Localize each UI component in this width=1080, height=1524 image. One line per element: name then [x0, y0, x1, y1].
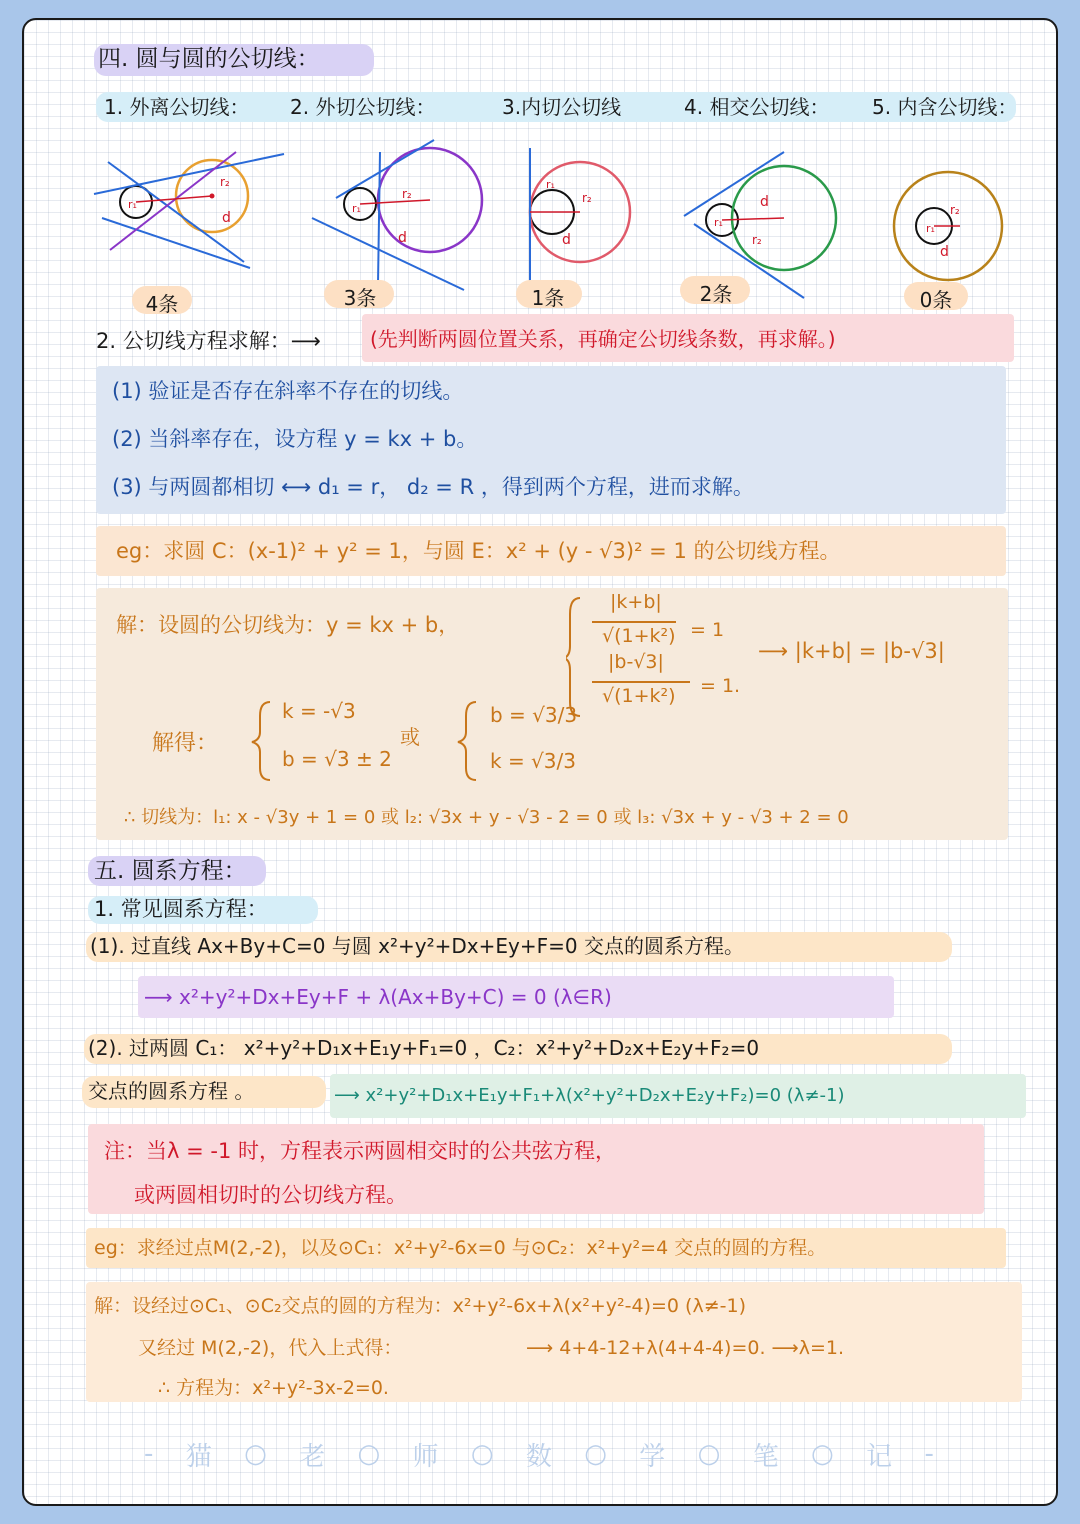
svg-text:r₁: r₁ [352, 202, 361, 215]
svg-text:d: d [760, 194, 769, 210]
svg-text:d: d [398, 230, 407, 246]
section4-title: 四. 圆与圆的公切线： [98, 46, 320, 72]
method-note: (先判断两圆位置关系，再确定公切线条数，再求解。) [370, 327, 836, 351]
svg-text:r₂: r₂ [752, 233, 762, 247]
sol-b2: k = √3/3 [490, 749, 576, 773]
section5-sub: 1. 常见圆系方程： [94, 897, 268, 921]
sys1-den: √(1+k²) [602, 625, 676, 647]
svg-text:d: d [940, 244, 949, 260]
brace-b [454, 698, 484, 784]
item2b: 交点的圆系方程 。 [88, 1079, 255, 1103]
diagram-tangent-internal [530, 148, 630, 282]
sol-b1: b = √3/3 [490, 703, 578, 727]
svg-text:r₁: r₁ [926, 222, 935, 235]
sol-a2: b = √3 ± 2 [282, 747, 392, 771]
svg-text:d: d [222, 210, 231, 226]
footer-char: 师 [412, 1441, 439, 1472]
example2-line1: 解：设经过⊙C₁、⊙C₂交点的圆的方程为：x²+y²-6x+λ(x²+y²-4)=0 (λ≠-1) [94, 1295, 746, 1317]
note-line1: 注：当λ = -1 时，方程表示两圆相交时的公共弦方程， [104, 1139, 616, 1163]
svg-text:r₂: r₂ [582, 191, 592, 205]
svg-text:r₁: r₁ [714, 216, 723, 229]
example1-sol-intro: 解：设圆的公切线为：y = kx + b， [116, 613, 460, 637]
svg-text:d: d [562, 232, 571, 248]
notebook-page [22, 18, 1058, 1506]
sol-a1: k = -√3 [282, 699, 356, 723]
count-5: 0条 [919, 288, 953, 312]
brace-a [248, 698, 278, 784]
example2-line2: 又经过 M(2,-2)，代入上式得： [138, 1337, 403, 1359]
footer-char: 学 [639, 1441, 666, 1472]
item2: (2). 过两圆 C₁： x²+y²+D₁x+E₁y+F₁=0 ，C₂：x²+y²+D₂x+E₂y+F₂=0 [88, 1036, 760, 1060]
count-3: 1条 [531, 286, 565, 310]
diagram-contained [894, 172, 1002, 280]
example1-question: eg：求圆 C：(x-1)² + y² = 1，与圆 E：x² + (y - √3)² = 1 的公切线方程。 [116, 539, 841, 563]
svg-text:r₂: r₂ [220, 175, 230, 189]
sys2-den: √(1+k²) [602, 685, 676, 707]
solve-label: 解得： [152, 731, 219, 756]
step-2: (2) 当斜率存在，设方程 y = kx + b。 [112, 427, 478, 451]
note-line2: 或两圆相切时的公切线方程。 [134, 1183, 407, 1207]
item1: (1). 过直线 Ax+By+C=0 与圆 x²+y²+Dx+Ey+F=0 交点的圆系方程。 [90, 934, 744, 958]
arrow-result: ⟶ |k+b| = |b-√3| [758, 639, 945, 663]
section5-title: 五. 圆系方程： [94, 858, 247, 884]
type-1: 1. 外离公切线： [104, 95, 250, 119]
type-3: 3.内切公切线 [502, 95, 622, 119]
count-1: 4条 [145, 292, 179, 316]
svg-text:r₂: r₂ [950, 203, 960, 217]
footer-char: 老 [299, 1441, 326, 1472]
item2-eq: ⟶ x²+y²+D₁x+E₁y+F₁+λ(x²+y²+D₂x+E₂y+F₂)=0 (λ≠-1) [334, 1085, 845, 1106]
step-3: (3) 与两圆都相切 ⟷ d₁ = r， d₂ = R ，得到两个方程，进而求解。 [112, 475, 754, 499]
or-1: 或 [400, 725, 420, 749]
footer-watermark: - 猫 ○ 老 ○ 师 ○ 数 ○ 学 ○ 笔 ○ 记 - [144, 1432, 934, 1476]
count-4: 2条 [699, 282, 733, 306]
type-4: 4. 相交公切线： [684, 95, 830, 119]
svg-text:r₁: r₁ [128, 198, 137, 211]
circle-diagrams [84, 132, 1024, 302]
footer-char: 数 [525, 1441, 552, 1472]
sys2-rhs: = 1. [700, 675, 741, 697]
item1-eq: ⟶ x²+y²+Dx+Ey+F + λ(Ax+By+C) = 0 (λ∈R) [144, 985, 612, 1009]
sys2-num: |b-√3| [608, 651, 664, 673]
sys1-num: |k+b| [610, 591, 662, 613]
step-1: (1) 验证是否存在斜率不存在的切线。 [112, 379, 464, 403]
svg-text:r₂: r₂ [402, 187, 412, 201]
footer-char: 记 [866, 1441, 893, 1472]
method-heading: 2. 公切线方程求解：⟶ [96, 329, 321, 353]
diagram-separated [94, 152, 284, 268]
diagram-tangent-external [312, 140, 482, 290]
type-5: 5. 内含公切线： [872, 95, 1018, 119]
example2-question: eg：求经过点M(2,-2)，以及⊙C₁：x²+y²-6x=0 与⊙C₂：x²+y²=4 交点的圆的方程。 [94, 1237, 827, 1259]
footer-char: 笔 [752, 1441, 779, 1472]
example1-final: ∴ 切线为：l₁: x - √3y + 1 = 0 或 l₂: √3x + y - √3 - 2 = 0 或 l₃: √3x + y - √3 + 2 = 0 [124, 807, 849, 828]
footer-char: 猫 [185, 1441, 212, 1472]
example2-line2b: ⟶ 4+4-12+λ(4+4-4)=0. ⟶λ=1. [526, 1337, 845, 1359]
type-2: 2. 外切公切线： [290, 95, 436, 119]
count-2: 3条 [343, 286, 377, 310]
example2-line3: ∴ 方程为：x²+y²-3x-2=0. [158, 1377, 389, 1399]
svg-text:r₁: r₁ [546, 178, 555, 191]
sys1-rhs: = 1 [690, 619, 725, 641]
